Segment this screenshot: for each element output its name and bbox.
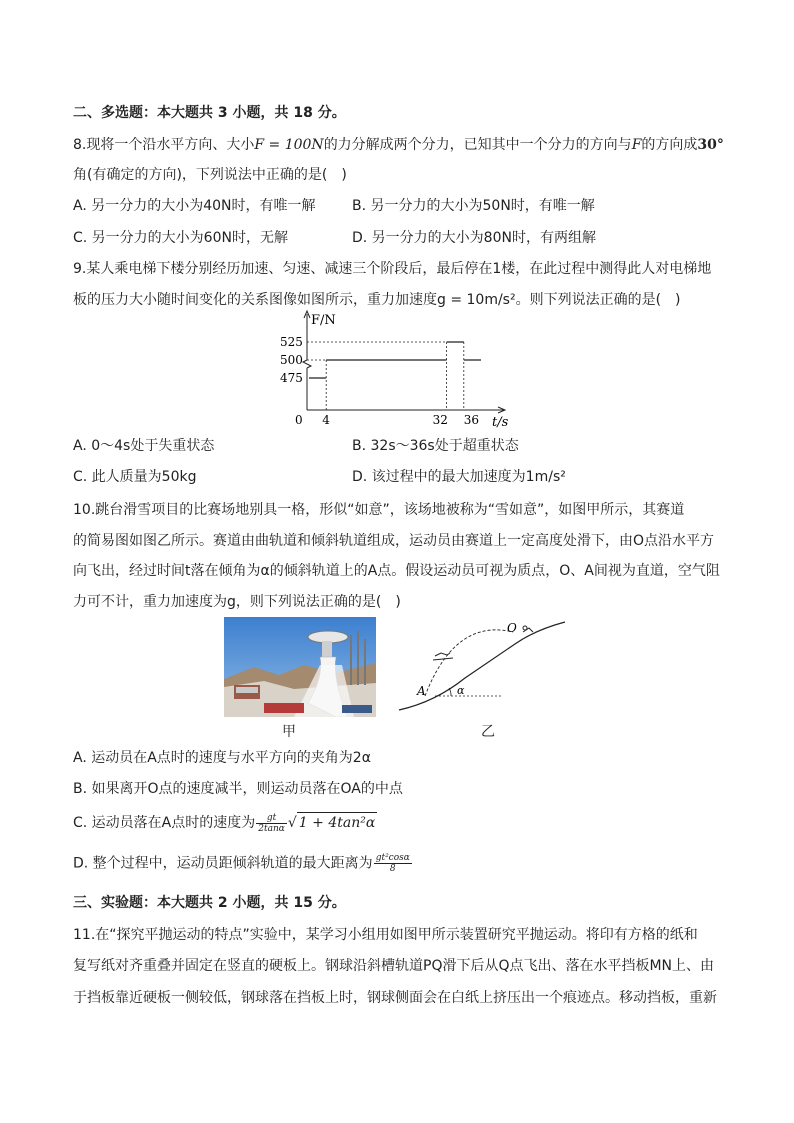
label-o: O: [507, 621, 517, 635]
slope-diagram: [395, 618, 570, 718]
q10-option-a: A. 运动员在A点时的速度与水平方向的夹角为2α: [73, 750, 371, 766]
q8-math-f2: F: [631, 137, 642, 153]
q10-option-d-fraction: [374, 853, 412, 874]
q10-option-c-fraction: [256, 813, 287, 834]
axis-break: [303, 360, 311, 368]
q8-option-b: B. 另一分力的大小为50N时，有唯一解: [352, 198, 595, 214]
question-10-line-4: 力可不计，重力加速度为g，则下列说法正确的是( ): [73, 594, 401, 610]
question-10-line-3: 向飞出，经过时间t落在倾角为α的倾斜轨道上的A点。假设运动员可视为质点，O、A间视为直道，空气阻: [73, 563, 720, 579]
question-9-line-1: 9.某人乘电梯下楼分别经历加速、匀速、减速三个阶段后，最后停在1楼，在此过程中测得此人对电梯地: [73, 261, 712, 277]
frac-denominator: 2tanα: [258, 823, 285, 834]
q10-option-d: [73, 853, 413, 874]
q8-text-c: 的方向成: [641, 137, 698, 153]
q8-option-a: A. 另一分力的大小为40N时，有唯一解: [73, 198, 316, 214]
q8-option-d: D. 另一分力的大小为80N时，有两组解: [352, 230, 596, 246]
q9-option-c: C. 此人质量为50kg: [73, 469, 197, 485]
question-11-line-2: 复写纸对齐重叠并固定在竖直的硬板上。钢球沿斜槽轨道PQ滑下后从Q点飞出、落在水平挡板MN上、由: [73, 958, 715, 974]
label-a: A: [417, 684, 426, 698]
question-10-line-1: 10.跳台滑雪项目的比赛场地别具一格，形似“如意”，该场地被称为“雪如意”，如图甲所示，其赛道: [73, 502, 685, 518]
label-alpha: α: [457, 684, 465, 697]
caption-yi: 乙: [481, 724, 495, 740]
ski-jump-photo: [224, 617, 376, 717]
q8-option-c: C. 另一分力的大小为60N时，无解: [73, 230, 288, 246]
q9-option-b: B. 32s～36s处于超重状态: [352, 438, 519, 454]
question-11-line-3: 于挡板靠近硬板一侧较低，钢球落在挡板上时，钢球侧面会在白纸上挤压出一个痕迹点。移动挡板，重新: [73, 990, 717, 1006]
y-tick-label: 500: [280, 353, 303, 367]
caption-jia: 甲: [282, 724, 296, 740]
frac-numerator: gt²cosα: [375, 853, 410, 863]
q10-option-b: B. 如果离开O点的速度减半，则运动员落在OA的中点: [73, 781, 403, 797]
question-11-line-1: 11.在“探究平抛运动的特点”实验中，某学习小组用如图甲所示装置研究平抛运动。将印有方格的纸和: [73, 927, 698, 943]
q10-option-d-text: D. 整个过程中，运动员距倾斜轨道的最大距离为: [73, 855, 373, 872]
section-title: 二、多选题：本大题共 3 小题，共 18 分。: [73, 105, 346, 121]
question-9-line-2: 板的压力大小随时间变化的关系图像如图所示，重力加速度g = 10m/s²。则下列说法正确的是( ): [73, 292, 681, 308]
x-axis-label: t/s: [492, 415, 509, 430]
q9-option-a: A. 0～4s处于失重状态: [73, 438, 215, 454]
q8-math-f: F = 100N: [254, 137, 324, 153]
frac-denominator: 8: [389, 864, 396, 874]
question-8-line-2: 角(有确定的方向)，下列说法中正确的是( ): [73, 167, 347, 183]
question-10-line-2: 的简易图如图乙所示。赛道由曲轨道和倾斜轨道组成，运动员由赛道上一定高度处滑下，由O点沿水平方: [73, 533, 715, 549]
x-tick-label: 36: [463, 413, 480, 427]
x-tick-label: 4: [322, 413, 330, 427]
x-tick-label: 0: [295, 413, 303, 427]
sqrt-sign: √: [287, 815, 297, 831]
y-axis-label: F/N: [311, 313, 336, 328]
q8-text-a: 8.现将一个沿水平方向、大小: [73, 137, 255, 153]
frac-numerator: gt: [256, 813, 287, 824]
q10-option-c-text: C. 运动员落在A点时的速度为: [73, 815, 256, 831]
q9-option-d: D. 该过程中的最大加速度为1m/s²: [352, 469, 566, 485]
force-time-chart: [270, 308, 520, 430]
q10-option-c-sqrt: 1 + 4tan²α: [297, 812, 378, 833]
y-tick-label: 475: [280, 371, 303, 385]
q8-math-angle: 30°: [697, 137, 724, 153]
question-8-line-1: [73, 135, 724, 155]
q8-text-b: 的力分解成两个分力，已知其中一个分力的方向与: [323, 137, 632, 153]
x-tick-label: 32: [432, 413, 448, 427]
q10-option-c: [73, 812, 377, 834]
section-title-3: 三、实验题：本大题共 2 小题，共 15 分。: [73, 895, 346, 911]
y-tick-label: 525: [280, 335, 303, 349]
